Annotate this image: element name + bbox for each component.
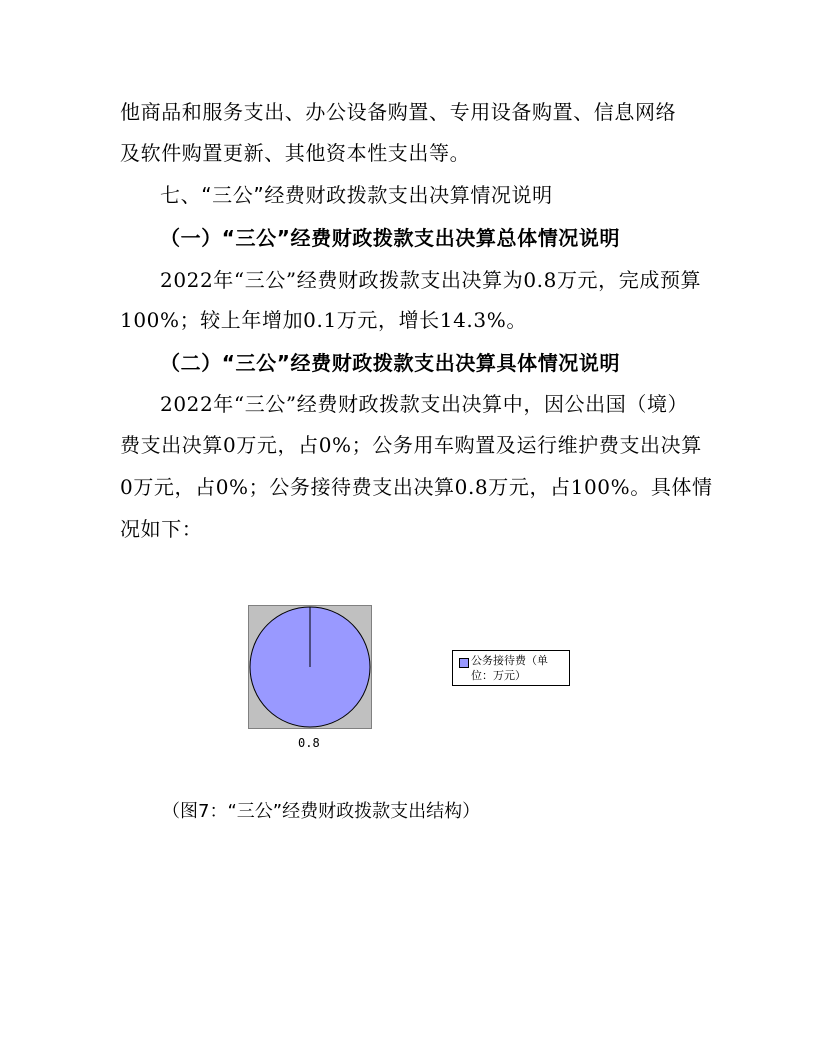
legend-label: 公务接待费（单位：万元） — [471, 654, 548, 682]
pie-chart-plot-area — [248, 605, 372, 729]
subsection-2-heading: （二）“三公”经费财政拨款支出决算具体情况说明 — [160, 351, 621, 375]
para1-line-2: 100%；较上年增加0.1万元，增长14.3%。 — [120, 308, 527, 332]
para2-line-1: 2022年“三公”经费财政拨款支出决算中，因公出国（境） — [160, 392, 689, 416]
para2-line-3: 0万元，占0%；公务接待费支出决算0.8万元，占100%。具体情 — [120, 475, 713, 499]
legend-swatch — [459, 658, 469, 668]
body-line-1: 他商品和服务支出、办公设备购置、专用设备购置、信息网络 — [120, 100, 677, 124]
subsection-1-heading: （一）“三公”经费财政拨款支出决算总体情况说明 — [160, 226, 621, 250]
para1-line-1: 2022年“三公”经费财政拨款支出决算为0.8万元，完成预算 — [160, 268, 702, 292]
para2-line-2: 费支出决算0万元，占0%；公务用车购置及运行维护费支出决算 — [120, 433, 702, 457]
pie-data-label: 0.8 — [298, 736, 320, 750]
figure-caption: （图7：“三公”经费财政拨款支出结构） — [162, 801, 481, 822]
para2-line-4: 况如下： — [120, 517, 203, 541]
chart-legend — [452, 650, 570, 686]
section-7-heading: 七、“三公”经费财政拨款支出决算情况说明 — [160, 183, 553, 207]
body-line-2: 及软件购置更新、其他资本性支出等。 — [120, 141, 471, 165]
pie-chart — [249, 606, 373, 730]
